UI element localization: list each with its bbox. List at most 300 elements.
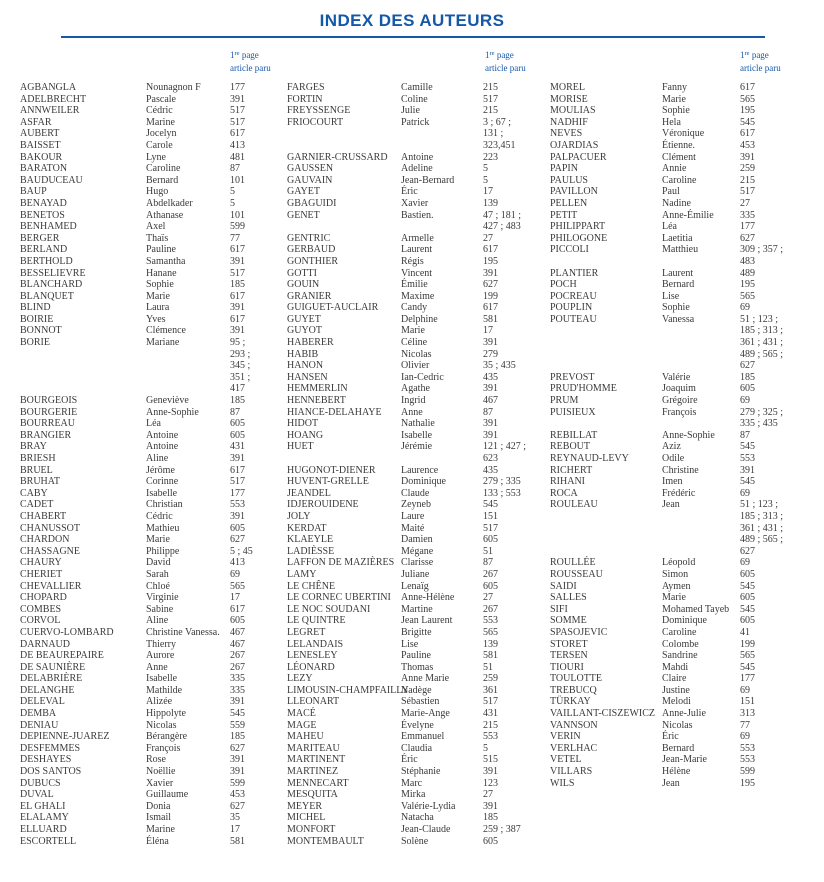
- author-row: [20, 152, 282, 164]
- author-first-page: 417: [230, 383, 245, 395]
- author-first-page: 517: [230, 267, 245, 279]
- author-first-page: 391: [740, 464, 755, 476]
- author-row: [550, 465, 822, 477]
- author-first-page: 627: [230, 742, 245, 754]
- author-row: [287, 778, 545, 790]
- author-first-page: 517: [230, 105, 245, 117]
- author-row: [287, 766, 545, 778]
- author-row: [287, 534, 545, 546]
- author-surname: VANNSON: [550, 719, 598, 731]
- author-firstname: Anne-Julie: [662, 708, 706, 720]
- author-surname: MARTINENT: [287, 754, 346, 766]
- author-row: [550, 557, 822, 569]
- author-firstname: Dominique: [401, 476, 446, 488]
- author-row-continuation: [287, 128, 545, 140]
- author-surname: DELANGHE: [20, 684, 75, 696]
- author-first-page: 467: [483, 395, 498, 407]
- author-surname: DEPIENNE-JUAREZ: [20, 731, 110, 743]
- author-row: [20, 812, 282, 824]
- author-first-page: 553: [483, 615, 498, 627]
- author-surname: MONFORT: [287, 824, 336, 835]
- author-first-page: 361 ; 431 ;: [740, 337, 784, 349]
- author-firstname: Nadine: [662, 197, 691, 209]
- author-firstname: Paul: [662, 186, 680, 198]
- author-firstname: Stéphanie: [401, 766, 441, 778]
- author-row: [20, 650, 282, 662]
- author-firstname: Sébastien: [401, 696, 440, 708]
- author-first-page: 151: [483, 510, 498, 522]
- author-row: [550, 175, 822, 187]
- author-surname: BLIND: [20, 302, 51, 314]
- author-surname: ESCORTELL: [20, 835, 77, 847]
- author-firstname: Anne: [401, 406, 423, 418]
- author-row: [550, 279, 822, 291]
- author-surname: GAUSSEN: [287, 163, 334, 175]
- author-row: [20, 615, 282, 627]
- author-firstname: Thaïs: [146, 232, 169, 244]
- author-row: [287, 291, 545, 303]
- author-first-page: 51 ; 123 ;: [740, 313, 779, 325]
- author-surname: GARNIER-CRUSSARD: [287, 151, 388, 163]
- author-firstname: Athanase: [146, 209, 184, 221]
- author-row: [550, 685, 822, 697]
- author-row: [550, 395, 822, 407]
- author-surname: GAYET: [287, 186, 320, 198]
- author-row: [287, 673, 545, 685]
- author-row: [287, 198, 545, 210]
- author-first-page: 489 ; 565 ;: [740, 348, 784, 360]
- author-row: [20, 279, 282, 291]
- author-surname: CHASSAGNE: [20, 545, 81, 557]
- author-first-page: 627: [230, 800, 245, 812]
- author-row: [287, 557, 545, 569]
- author-firstname: Jérôme: [146, 464, 175, 476]
- author-first-page: 345 ;: [230, 360, 251, 372]
- author-firstname: Jean Laurent: [401, 615, 453, 627]
- author-row-continuation: [550, 546, 822, 558]
- author-row: [287, 233, 545, 245]
- author-firstname: Maxime: [401, 290, 435, 302]
- author-first-page: 565: [483, 626, 498, 638]
- author-row: [550, 244, 822, 256]
- author-row: [550, 128, 822, 140]
- author-row: [287, 256, 545, 268]
- author-surname: POUPLIN: [550, 302, 593, 314]
- author-row: [550, 82, 822, 94]
- author-row-continuation: [550, 325, 822, 337]
- author-row: [20, 789, 282, 801]
- author-surname: GBAGUIDI: [287, 197, 337, 209]
- author-firstname: Laure: [401, 510, 425, 522]
- author-row: [20, 175, 282, 187]
- author-surname: BAUDUCEAU: [20, 174, 83, 186]
- author-first-page: 617: [230, 244, 245, 256]
- author-first-page: 5: [230, 186, 235, 198]
- author-row: [20, 233, 282, 245]
- author-first-page: 51: [483, 545, 493, 557]
- author-firstname: Marie: [146, 534, 170, 546]
- author-first-page: 559: [230, 719, 245, 731]
- author-firstname: Armelle: [401, 232, 434, 244]
- author-firstname: Donia: [146, 800, 171, 812]
- author-row: [20, 465, 282, 477]
- author-row: [20, 743, 282, 755]
- author-row: [20, 302, 282, 314]
- author-surname: RIHANI: [550, 476, 585, 488]
- author-row: [550, 372, 822, 384]
- author-firstname: Rose: [146, 754, 166, 766]
- author-row: [550, 221, 822, 233]
- author-surname: DENIAU: [20, 719, 59, 731]
- author-first-page: 87: [230, 163, 240, 175]
- author-firstname: Mathilde: [146, 684, 183, 696]
- author-surname: BAISSET: [20, 139, 61, 151]
- author-surname: LELANDAIS: [287, 638, 344, 650]
- author-row: [20, 140, 282, 152]
- author-row: [20, 731, 282, 743]
- author-firstname: Isabelle: [146, 487, 178, 499]
- author-firstname: Pauline: [401, 650, 431, 662]
- pages-column-header-2: [485, 50, 526, 73]
- author-surname: MARITEAU: [287, 742, 340, 754]
- author-surname: POCREAU: [550, 290, 597, 302]
- author-first-page: 27: [483, 232, 493, 244]
- author-row: [287, 465, 545, 477]
- author-first-page: 177: [740, 221, 755, 233]
- author-surname: BLANCHARD: [20, 279, 83, 291]
- author-row: [287, 314, 545, 326]
- author-firstname: Valérie-Lydia: [401, 800, 456, 812]
- author-firstname: Guillaume: [146, 789, 189, 801]
- author-surname: LLEONART: [287, 696, 340, 708]
- author-surname: DELEVAL: [20, 696, 65, 708]
- author-first-page: 627: [740, 360, 755, 372]
- author-firstname: Alizée: [146, 696, 173, 708]
- author-surname: PHILOGONE: [550, 232, 608, 244]
- author-row: [287, 546, 545, 558]
- author-row: [287, 743, 545, 755]
- author-column-3: [550, 82, 822, 789]
- author-surname: BOIRIE: [20, 313, 54, 325]
- author-firstname: Samantha: [146, 255, 186, 267]
- author-surname: CADET: [20, 499, 54, 511]
- author-first-page: 69: [740, 684, 750, 696]
- author-surname: BOURGEOIS: [20, 395, 78, 407]
- author-firstname: Céline: [401, 337, 428, 349]
- author-surname: DARNAUD: [20, 638, 70, 650]
- author-first-page: 215: [740, 174, 755, 186]
- author-surname: HUGONOT-DIENER: [287, 464, 376, 476]
- author-firstname: Mahdi: [662, 661, 689, 673]
- author-firstname: Emmanuel: [401, 731, 445, 743]
- author-row: [20, 778, 282, 790]
- author-firstname: Odile: [662, 453, 685, 464]
- author-row: [20, 337, 282, 349]
- author-firstname: Ismail: [146, 812, 171, 824]
- author-firstname: Clémence: [146, 325, 186, 337]
- author-firstname: Abdelkader: [146, 197, 193, 209]
- author-row: [550, 650, 822, 662]
- author-first-page: 69: [230, 568, 240, 580]
- author-first-page: 259: [740, 163, 755, 175]
- author-first-page: 335 ; 435: [740, 418, 778, 430]
- author-surname: PHILIPPART: [550, 221, 606, 233]
- author-surname: GOUIN: [287, 279, 320, 291]
- header-ordinal-suffix: re: [744, 50, 750, 57]
- author-surname: DEMBA: [20, 708, 57, 720]
- author-surname: BRAY: [20, 441, 47, 453]
- author-row: [550, 383, 822, 395]
- author-row: [20, 720, 282, 732]
- author-row: [20, 163, 282, 175]
- author-surname: SAIDI: [550, 580, 577, 592]
- author-row: [287, 685, 545, 697]
- author-row: [20, 569, 282, 581]
- author-firstname: Candy: [401, 302, 428, 314]
- author-firstname: Nounagnon F: [146, 82, 201, 93]
- author-first-page: 267: [230, 650, 245, 662]
- author-first-page: 5 ; 45: [230, 545, 253, 557]
- author-surname: REBOUT: [550, 441, 590, 453]
- author-firstname: Marie: [401, 325, 425, 337]
- author-first-page: 581: [230, 835, 245, 847]
- author-row: [287, 523, 545, 535]
- author-first-page: 467: [230, 626, 245, 638]
- author-surname: MAGE: [287, 719, 317, 731]
- author-firstname: Geneviève: [146, 395, 189, 407]
- author-row: [550, 673, 822, 685]
- author-first-page: 553: [740, 754, 755, 766]
- author-first-page: 605: [230, 429, 245, 441]
- author-surname: IDJEROUIDENE: [287, 499, 359, 511]
- author-firstname: Clément: [662, 151, 696, 163]
- author-first-page: 35: [230, 812, 240, 824]
- author-first-page: 545: [740, 116, 755, 128]
- author-first-page: 545: [740, 441, 755, 453]
- author-surname: TREBUCQ: [550, 684, 597, 696]
- author-row: [20, 430, 282, 442]
- author-firstname: Vanessa: [662, 313, 695, 325]
- author-first-page: 101: [230, 174, 245, 186]
- author-row: [20, 639, 282, 651]
- author-first-page: 195: [483, 255, 498, 267]
- author-row: [20, 754, 282, 766]
- author-first-page: 391: [740, 151, 755, 163]
- author-row: [20, 221, 282, 233]
- author-row: [287, 488, 545, 500]
- author-firstname: Aziz: [662, 441, 681, 453]
- page-title: INDEX DES AUTEURS: [319, 11, 505, 30]
- author-row: [287, 627, 545, 639]
- author-row-continuation: [550, 360, 822, 372]
- author-first-page: 35 ; 435: [483, 360, 516, 372]
- author-firstname: Claire: [662, 673, 687, 685]
- author-surname: DE SAUNIÈRE: [20, 661, 86, 673]
- author-firstname: Nicolas: [146, 719, 177, 731]
- author-row: [20, 94, 282, 106]
- author-firstname: Thierry: [146, 638, 176, 650]
- author-surname: SIFI: [550, 603, 568, 615]
- author-first-page: 215: [483, 105, 498, 117]
- author-first-page: 391: [483, 337, 498, 349]
- author-firstname: Anne-Émilie: [662, 209, 714, 221]
- author-first-page: 517: [483, 522, 498, 534]
- author-first-page: 17: [230, 824, 240, 835]
- author-firstname: Laurence: [401, 464, 439, 476]
- author-first-page: 69: [740, 557, 750, 569]
- author-first-page: 17: [230, 592, 240, 604]
- author-column-1: [20, 82, 282, 847]
- author-row: [20, 210, 282, 222]
- author-first-page: 335: [740, 209, 755, 221]
- author-first-page: 565: [740, 290, 755, 302]
- author-row: [287, 372, 545, 384]
- author-first-page: 617: [230, 313, 245, 325]
- author-surname: SALLES: [550, 592, 587, 604]
- author-row: [287, 836, 545, 848]
- author-firstname: Matthieu: [662, 244, 699, 256]
- author-column-2: [287, 82, 545, 847]
- author-row: [20, 592, 282, 604]
- author-firstname: Aymen: [662, 580, 691, 592]
- author-row: [287, 418, 545, 430]
- author-row: [20, 523, 282, 535]
- author-row: [20, 511, 282, 523]
- author-row-continuation: [287, 221, 545, 233]
- author-surname: DELABRIÈRE: [20, 673, 83, 685]
- author-surname: BOURGERIE: [20, 406, 78, 418]
- author-firstname: Xavier: [401, 197, 429, 209]
- author-first-page: 195: [740, 105, 755, 117]
- author-row: [287, 789, 545, 801]
- author-row: [287, 325, 545, 337]
- author-surname: REBILLAT: [550, 429, 598, 441]
- author-firstname: Léa: [662, 221, 677, 233]
- author-first-page: 517: [230, 476, 245, 488]
- author-row: [20, 708, 282, 720]
- author-first-page: 391: [230, 510, 245, 522]
- author-row: [287, 754, 545, 766]
- author-firstname: Pauline: [146, 244, 176, 256]
- author-surname: MICHEL: [287, 812, 326, 824]
- author-row: [287, 499, 545, 511]
- author-surname: RICHERT: [550, 464, 593, 476]
- author-firstname: Émilie: [401, 279, 428, 291]
- author-firstname: Anne Marie: [401, 673, 450, 685]
- author-first-page: 517: [483, 696, 498, 708]
- author-row: [287, 360, 545, 372]
- author-first-page: 427 ; 483: [483, 221, 521, 233]
- author-firstname: Noëllie: [146, 766, 176, 778]
- author-first-page: 391: [483, 418, 498, 430]
- author-first-page: 27: [483, 592, 493, 604]
- author-row-continuation: [550, 523, 822, 535]
- author-surname: CORVOL: [20, 615, 61, 627]
- author-first-page: 41: [740, 626, 750, 638]
- author-surname: ELALAMY: [20, 812, 69, 824]
- author-surname: BARATON: [20, 163, 68, 175]
- author-surname: LEGRET: [287, 626, 326, 638]
- author-row-continuation: [550, 256, 822, 268]
- author-first-page: 87: [230, 406, 240, 418]
- author-first-page: 185 ; 313 ;: [740, 510, 784, 522]
- author-surname: KLAEYLE: [287, 534, 334, 546]
- author-first-page: 185: [230, 279, 245, 291]
- author-firstname: Éléna: [146, 835, 169, 847]
- author-firstname: Pascale: [146, 93, 176, 105]
- header-word-page: page: [239, 50, 259, 60]
- author-first-page: 489 ; 565 ;: [740, 534, 784, 546]
- author-first-page: 215: [483, 719, 498, 731]
- author-row: [287, 244, 545, 256]
- author-first-page: 435: [483, 371, 498, 383]
- author-first-page: 545: [483, 499, 498, 511]
- author-firstname: Jean-Claude: [401, 824, 451, 835]
- author-first-page: 413: [230, 557, 245, 569]
- author-row: [20, 314, 282, 326]
- author-firstname: Marine: [146, 116, 175, 128]
- author-first-page: 623: [483, 453, 498, 464]
- author-surname: GENTRIC: [287, 232, 331, 244]
- author-surname: BESSELIEVRE: [20, 267, 86, 279]
- author-first-page: 545: [740, 661, 755, 673]
- author-surname: GRANIER: [287, 290, 332, 302]
- author-first-page: 185: [230, 731, 245, 743]
- author-first-page: 259 ; 387: [483, 824, 521, 835]
- author-firstname: Philippe: [146, 545, 180, 557]
- author-firstname: Ingrid: [401, 395, 426, 407]
- author-surname: ASFAR: [20, 116, 52, 128]
- author-firstname: Hélène: [662, 766, 691, 778]
- author-firstname: Nathalie: [401, 418, 435, 430]
- author-row: [287, 268, 545, 280]
- author-first-page: 87: [483, 406, 493, 418]
- author-first-page: 627: [740, 232, 755, 244]
- author-first-page: 335: [230, 684, 245, 696]
- author-firstname: Aline: [146, 453, 169, 464]
- author-row: [550, 105, 822, 117]
- author-row: [550, 499, 822, 511]
- author-row: [550, 163, 822, 175]
- author-surname: LENESLEY: [287, 650, 338, 662]
- author-first-page: 69: [740, 487, 750, 499]
- author-firstname: Xavier: [146, 777, 174, 789]
- author-first-page: 51 ; 123 ;: [740, 499, 779, 511]
- author-row: [20, 291, 282, 303]
- author-row: [550, 488, 822, 500]
- author-surname: PICCOLI: [550, 244, 589, 256]
- author-surname: MENNECART: [287, 777, 349, 789]
- author-row: [287, 662, 545, 674]
- author-surname: TÜRKAY: [550, 696, 591, 708]
- author-firstname: Claudia: [401, 742, 433, 754]
- author-row: [550, 720, 822, 732]
- author-row: [287, 94, 545, 106]
- header-word-page: page: [749, 50, 769, 60]
- author-surname: MESQUITA: [287, 789, 338, 801]
- author-row: [20, 673, 282, 685]
- header-number: 1: [740, 50, 745, 60]
- author-firstname: Olivier: [401, 360, 430, 372]
- author-surname: HIANCE-DELAHAYE: [287, 406, 382, 418]
- author-row: [287, 824, 545, 836]
- author-first-page: 517: [483, 93, 498, 105]
- author-row: [20, 627, 282, 639]
- author-first-page: 95 ;: [230, 337, 246, 349]
- author-surname: DOS SANTOS: [20, 766, 82, 778]
- author-row: [287, 279, 545, 291]
- author-surname: POUTEAU: [550, 313, 597, 325]
